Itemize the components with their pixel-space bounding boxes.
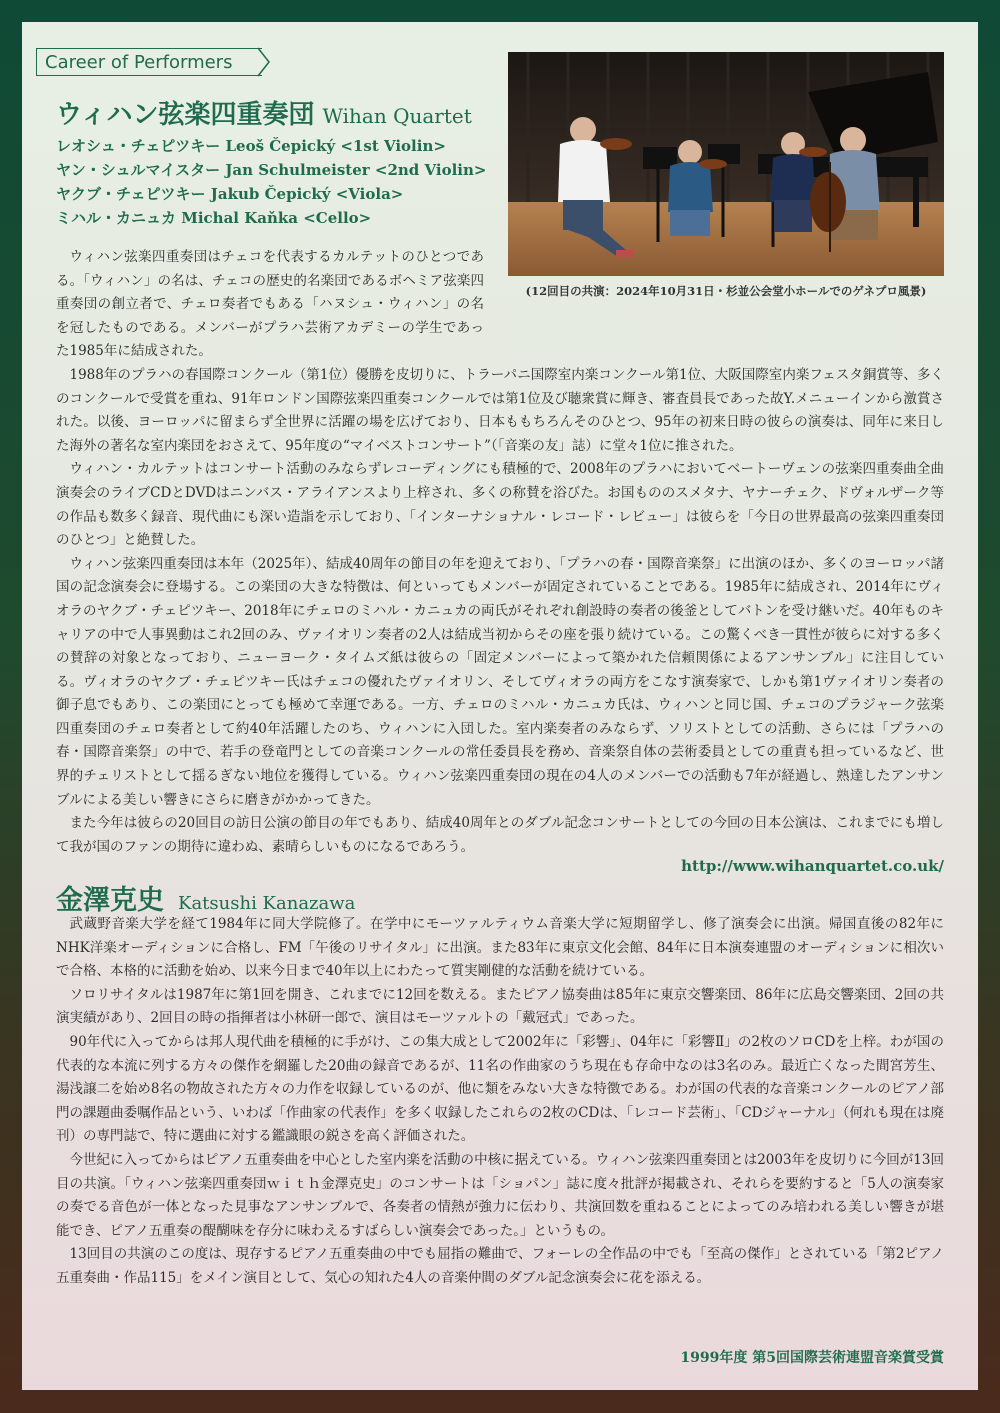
pianist-paragraph: 13回目の共演のこの度は、現存するピアノ五重奏曲の中でも屈指の難曲で、フォーレの全作品の中でも「至高の傑作」とされている「第2ピアノ五重奏曲・作品115」をメイン演目として、気心の知れた4人の音楽仲間のダブル記念演奏会に花を添える。 [56, 1246, 944, 1286]
pianist-name-jp: 金澤克史 [56, 885, 164, 916]
pianist-paragraph: 武蔵野音楽大学を経て1984年に同大学院修了。在学中にモーツァルティウム音楽大学に短期留学し、修了演奏会に出演。帰国直後の82年にNHK洋楽オーディションに合格し、FM「午後のリサイタル」に出演。また83年に東京文化会館、84年に日本演奏連盟のオーディションに相次いで合格、本格的に活動を始め、以来今日まで40年以上にわたって質実剛健的な活動を続けている。 [56, 916, 944, 980]
quartet-title [56, 94, 472, 131]
pianist-name-en: Katsushi Kanazawa [178, 893, 356, 914]
pianist-paragraph: 90年代に入ってからは邦人現代曲を積極的に手がけ、この集大成として2002年に「彩響」、04年に「彩響Ⅱ」の2枚のソロCDを上梓。わが国の代表的な本流に列する方々の傑作を網羅した20曲の録音であるが、11名の作曲家のうち現在も存命中なのは3名のみ。最近亡くなった間宮芳生、湯浅譲二を始め8名の物故された方々の力作を収録しているのが、他に類をみない大きな特徴である。わが国の代表的な音楽コンクールのピアノ部門の課題曲委嘱作品という、いわば「作曲家の代表作」を多く収録したこれらの2枚のCDは、「レコード芸術」、「CDジャーナル」（何れも現在は廃刊）の専門誌で、特に選曲に対する鑑識眼の鋭さを高く評価された。 [56, 1033, 944, 1145]
quartet-title-en: Wihan Quartet [322, 104, 472, 128]
quartet-paragraph: 1988年のプラハの春国際コンクール（第1位）優勝を皮切りに、トラーパニ国際室内楽コンクール第1位、大阪国際室内楽フェスタ銅賞等、多くのコンクールで受賞を重ね、91年ロンドン国際弦楽四重奏コンクールでは第1位及び聴衆賞に輝き、審査員長であった故Y.メニューインから激賞された。以後、ヨーロッパに留まらず全世界に活躍の場を広げており、日本ももちろんそのひとつ、95年の初来日時の彼らの演奏は、同年に来日した海外の著名な室内楽団をおさえて、95年度の“マイベストコンサート”（「音楽の友」誌）に堂々1位に推された。 [56, 366, 944, 454]
member-first-violin: レオシュ・チェピツキー Leoš Čepický <1st Violin> [56, 137, 446, 155]
photo-caption: (12回目の共演：2024年10月31日・杉並公会堂小ホールでのゲネプロ風景) [525, 284, 927, 298]
quartet-title-jp: ウィハン弦楽四重奏団 [56, 100, 315, 130]
pianist-paragraph: 今世紀に入ってからはピアノ五重奏曲を中心とした室内楽を活動の中核に据えている。ウィハン弦楽四重奏団とは2003年を皮切りに今回が13回目の共演。「ウィハン弦楽四重奏団ｗｉｔｈ金澤克史」のコンサートは「ショパン」誌に度々批評が掲載され、それらを要約すると「5人の演奏家の奏でる音色が一体となった見事なアンサンブルで、各奏者の情熱が強力に伝わり、共演回数を重ねることによってのみ培われる美しい響きが堪能でき、ピアノ五重奏の醍醐味を存分に味わえるすばらしい演奏会であった。」というもの。 [56, 1151, 944, 1239]
pianist-biography [56, 913, 944, 1291]
section-tag: Career of Performers [36, 48, 262, 76]
rehearsal-photo [508, 52, 944, 276]
quartet-paragraph: また今年は彼らの20回目の訪日公演の節目の年でもあり、結成40周年とのダブル記念コンサートとしての今回の日本公演は、これまでにも増して我が国のファンの期待に違わぬ、素晴らしいものになるであろう。 [56, 815, 944, 855]
member-cello: ミハル・カニュカ Michal Kaňka <Cello> [56, 209, 372, 227]
pianist-title [56, 878, 355, 917]
tag-arrow-icon [258, 48, 270, 76]
member-second-violin: ヤン・シュルマイスター Jan Schulmeister <2nd Violin> [56, 161, 487, 179]
member-list [56, 134, 496, 230]
quartet-website-link[interactable]: http://www.wihanquartet.co.uk/ [681, 857, 944, 875]
pianist-award: 1999年度 第5回国際芸術連盟音楽賞受賞 [680, 1350, 944, 1366]
member-viola: ヤクブ・チェピツキー Jakub Čepický <Viola> [56, 185, 404, 203]
quartet-paragraph: ウィハン弦楽四重奏団はチェコを代表するカルテットのひとつである。「ウィハン」の名は、チェコの歴史的名楽団であるボヘミア弦楽四重奏団の創立者で、チェロ奏者でもある「ハヌシュ・ウィハン」の名を冠したものである。メンバーがプラハ芸術アカデミーの学生であった1985年に結成された。 [56, 249, 484, 360]
rehearsal-photo-illustration [508, 52, 944, 276]
quartet-biography [56, 246, 944, 859]
quartet-paragraph: ウィハン弦楽四重奏団は本年（2025年）、結成40周年の節目の年を迎えており、「プラハの春・国際音楽祭」に出演のほか、多くのヨーロッパ諸国の記念演奏会に登場する。この楽団の大きな特徴は、何といってもメンバーが固定されていることである。1985年に結成され、2014年にヴィオラのヤクブ・チェピツキー、2018年にチェロのミハル・カニュカの両氏がそれぞれ創設時の奏者の後釜としてバトンを受け継いだ。40年ものキャリアの中で人事異動はこれ2回のみ、ヴァイオリン奏者の2人は結成当初からその座を張り続けている。この驚くべき一貫性が彼らに対する多くの賛辞の対象となっており、ニューヨーク・タイムズ紙は彼らの「固定メンバーによって築かれた信頼関係によるアンサンブル」に注目している。ヴィオラのヤクブ・チェピツキー氏はチェコの優れたヴァイオリン、そしてヴィオラの両方をこなす演奏家で、しかも第1ヴァイオリン奏者の御子息でもあり、この楽団にとっても極めて幸運である。一方、チェロのミハル・カニュカ氏は、ウィハンと同じ国、チェコのプラジャーク弦楽四重奏団のチェロ奏者として約40年活躍したのち、ウィハンに入団した。室内楽奏者のみならず、ソリストとしての活動、さらには「プラハの春・国際音楽祭」の中で、若手の登竜門としての音楽コンクールの常任委員長を務め、音楽祭自体の芸術委員としての重責も担っているなど、世界的チェリストとして揺るぎない地位を獲得している。ウィハン弦楽四重奏団の現在の4人のメンバーでの活動も7年が経過し、熟達したアンサンブルによる美しい響きにさらに磨きがかかってきた。 [56, 555, 944, 808]
quartet-paragraph: ウィハン・カルテットはコンサート活動のみならずレコーディングにも積極的で、2008年のプラハにおいてベートーヴェンの弦楽四重奏曲全曲演奏会のライブCDとDVDはニンバス・アライアンスより上梓され、多くの称賛を浴びた。お国もののスメタナ、ヤナーチェク、ドヴォルザーク等の作品も数多く録音、現代曲にも深い造詣を示しており、「インターナショナル・レコード・レビュー」は彼らを「今日の世界最高の弦楽四重奏団のひとつ」と絶賛した。 [56, 461, 944, 549]
pianist-paragraph: ソロリサイタルは1987年に第1回を開き、これまでに12回を数える。またピアノ協奏曲は85年に東京交響楽団、86年に広島交響楽団、2回の共演実績があり、2回目の時の指揮者は小林研一郎で、演目はモーツァルトの「戴冠式」であった。 [56, 986, 944, 1027]
